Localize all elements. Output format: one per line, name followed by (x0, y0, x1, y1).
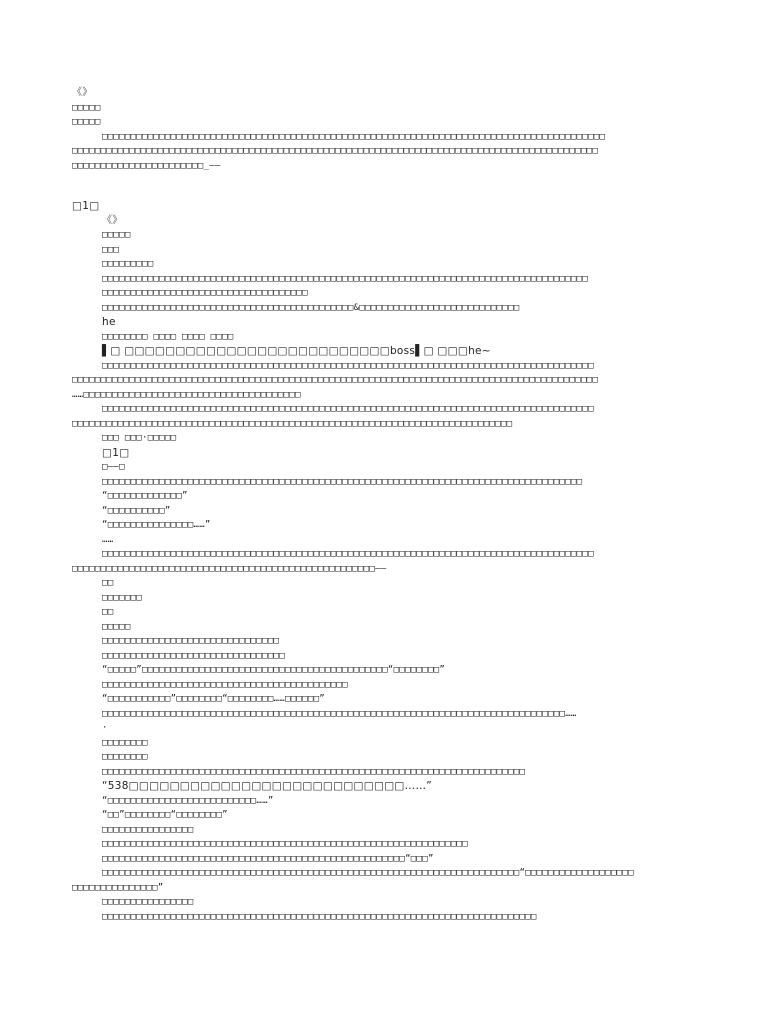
text-line: □□□□□□□□□□□□□□□□□□□□□□□□□□□□□□□ (102, 636, 280, 646)
text-line: ……□□□□□□□□□□□□□□□□□□□□□□□□□□□□□□□□□□□□□□ (72, 389, 301, 400)
text-line: □□□□□□□□□□□□□□□□□□□□□□□□□□□□□□□□□□□□□□□□□□□□□□□□□□□□□□□□□□□□□□□□□□□□□□□□□□□□□□□□□□□□□□□□□□□□ (72, 375, 599, 385)
text-line: …… (102, 534, 114, 545)
text-line: □□ (102, 607, 114, 617)
text-line: □□□□□□□□□□□□□□□□□□□□□□□□□□□□□□□□□□□□□□□□□□□□□□□□□□□□□□□□□□□□□□□□□□□□□□□□□□□□ (102, 911, 537, 922)
text-line: □□□□□□□□□□□□□□□□□□□□□□□□□□□□□□□□□□□□□□□□□□□ (102, 679, 348, 690)
text-line: □□□□□□□□□□□□□□□□ (102, 897, 194, 907)
text-line: □□□□□ (72, 117, 101, 127)
text-line: □□□ (102, 244, 120, 255)
text-line: □□□□□□□□□□□□□□□□□□□□□□□□□□□□□□□□□□□□□□□□□□□□□□□□□□□□□□□□□□□□□□□□□□□□□□□□□□□□□ (72, 418, 513, 429)
text-line: □□□□□□□□□□□□□□□□□□□□□□□□□□□□□□□□□□□□□□□□□□□□&□□□□□□□□□□□□□□□□□□□□□□□□□□□□ (102, 302, 520, 313)
text-line: □——□ (102, 462, 125, 472)
document-page (72, 86, 698, 924)
text-line: □1□ (102, 446, 130, 459)
text-line: he (102, 316, 116, 328)
text-line: “□□□□□□□□□□” (102, 505, 171, 516)
text-line: “□□□□□□□□□□□□□□□……” (102, 520, 211, 530)
text-line: □□□□□ (102, 621, 131, 632)
text-line: □□□ □□□·□□□□□ (102, 433, 177, 443)
text-line: □□□□□ (102, 230, 131, 240)
text-line: “□□□□□□□□□□□□□” (102, 491, 188, 501)
text-line: □□□□□□□□□□□□□□□□ (102, 824, 194, 835)
text-line: □□□□□□□□ (102, 737, 148, 748)
text-line: □□□□□□□□□□□□□□□□□□□□□□□□□□□□□□□□□□□□□□□□□□□□□□□□□□□□□□□□□□□□□□□□□□□□□□□□□□ (102, 766, 526, 777)
text-line: “□□□□□□□□□□□”□□□□□□□□“□□□□□□□□……□□□□□□” (102, 694, 326, 704)
text-line: □□□□□□□□□□□□□□□□□□□□□□□□□□□□□□□□□□□□□□□□□□□□□□□□□□□□□□□□□□□□□□□□□□□□□□□□□□□□□□□□□□□□□□ (102, 404, 594, 414)
text-line: ▌□ □□□□□□□□□□□□□□□□□□□□□□□□□□boss▌□ □□□he~ (102, 345, 491, 357)
text-line: □□□□□□□□□□□□□□□□□□□□□□□□□□□□□□□□□□□□□□□□□□□□□□□□□□□□□“□□□” (102, 853, 434, 864)
text-line: □□□□□□□□□□□□□□□□□□□□□□□□□□□□□□□□□□□□ (102, 288, 308, 298)
text-line: □□□□□□□□□□□□□□□□□□□□□□□□□□□□□□□□ (102, 650, 285, 661)
text-line: □□□□□□□□□□□□□□□□□□□□□□□_—— (72, 160, 221, 171)
text-line: □□□□□□□□□□□□□□□□□□□□□□□□□□□□□□□□□□□□□□□□□□□□□□□□□□□□□□□□□□□□□□□□□□□□□□□□□□□□□□□□□□□□□□□□□□□□ (72, 146, 599, 156)
text-line: □□□□□□□□□ (102, 259, 154, 269)
text-line: “□□□□□”□□□□□□□□□□□□□□□□□□□□□□□□□□□□□□□□□□□□□□□□□□□“□□□□□□□□” (102, 665, 446, 675)
text-line: □□□□□□□□□□□□□□□□□□□□□□□□□□□□□□□□□□□□□□□□□□□□□□□□□□□□□□□□□□□□□□□□ (102, 839, 468, 849)
blank-line (72, 173, 698, 199)
text-line: □□□□□□□□□□□□□□□□□□□□□□□□□□□□□□□□□□□□□□□□□□□□□□□□□□□□□□□□□□□□□□□□□□□□□□□□□□□□□□□□□□□□□□ (102, 360, 594, 371)
text-line: · (102, 723, 108, 733)
text-line: □□□□□□□□□□□□□□□□□□□□□□□□□□□□□□□□□□□□□□□□□□□□□□□□□□□□□□□□□□□□□□□□□□□□□□□□□□□□□□□□□□□□□□ (102, 549, 594, 559)
text-line: □□□□□□□□□□□□□□□□□□□□□□□□□□□□□□□□□□□□□□□□□□□□□□□□□□□□□□□□□□□□□□□□□□□□□□□□□□□□□□□□□□□□□□□□ (102, 131, 606, 142)
text-line: □□□□□□□ (102, 592, 143, 603)
text-line: □□□□□□□□□□□□□□□□□□□□□□□□□□□□□□□□□□□□□□□□□□□□□□□□□□□□□—— (72, 563, 387, 574)
text-line: □□□□□□□□□□□□□□□□□□□□□□□□□□□□□□□□□□□□□□□□□□□□□□□□□□□□□□□□□□□□□□□□□□□□□□□□□□□□□□□□□□□□ (102, 476, 583, 487)
section-heading: 《》 (102, 214, 123, 226)
text-line: □□□□□□□□□□□□□□□□□□□□□□□□□□□□□□□□□□□□□□□□□□□□□□□□□□□□□□□□□□□□□□□□□□□□□□□□□□□□□□□□□□□□□ (102, 273, 589, 284)
text-line: “□□□□□□□□□□□□□□□□□□□□□□□□□□……” (102, 795, 274, 806)
text-line: □□□□□□□□ □□□□ □□□□ □□□□ (102, 331, 234, 342)
text-line: “□□”□□□□□□□□“□□□□□□□□” (102, 810, 228, 820)
text-line: □1□ (72, 200, 100, 212)
text-line: □□□□□ (72, 102, 101, 113)
text-line: □□□□□□□□ (102, 752, 148, 762)
text-line: □□□□□□□□□□□□□□□” (72, 882, 164, 893)
text-line: “538□□□□□□□□□□□□□□□□□□□□□□□□□□□……” (102, 780, 432, 792)
text-line: □□ (102, 578, 114, 588)
section-heading: 《》 (72, 87, 93, 98)
text-line: □□□□□□□□□□□□□□□□□□□□□□□□□□□□□□□□□□□□□□□□□□□□□□□□□□□□□□□□□□□□□□□□□□□□□□□□□□□□□□□□□…… (102, 708, 577, 719)
text-line: □□□□□□□□□□□□□□□□□□□□□□□□□□□□□□□□□□□□□□□□□□□□□□□□□□□□□□□□□□□□□□□□□□□□□□□□□“□□□□□□□□□□□□□□□□□□□ (102, 868, 634, 878)
